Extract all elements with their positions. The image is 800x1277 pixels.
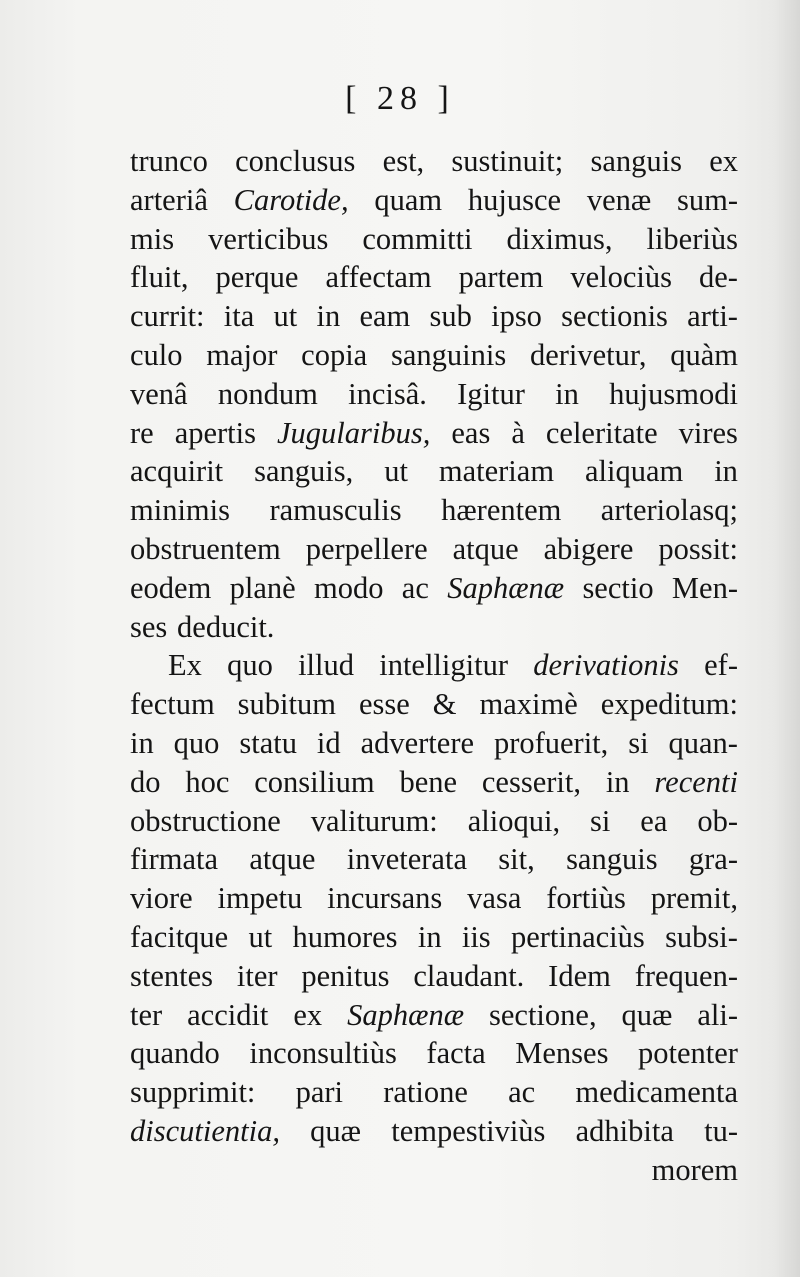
word: re bbox=[130, 415, 154, 450]
text-line bbox=[130, 375, 738, 414]
word: pertinaciùs bbox=[510, 919, 645, 954]
word: celeritate bbox=[545, 415, 658, 450]
word: committi bbox=[362, 221, 473, 256]
word: copia bbox=[301, 337, 368, 372]
word: obstruentem bbox=[130, 531, 281, 566]
word: ses bbox=[130, 609, 168, 644]
word: in bbox=[130, 725, 154, 760]
word: recenti bbox=[654, 764, 738, 799]
word: de- bbox=[699, 260, 738, 295]
word: esse bbox=[358, 687, 410, 722]
word: ipso bbox=[491, 299, 542, 334]
word: incisâ. bbox=[348, 376, 427, 411]
word: trunco bbox=[130, 144, 208, 178]
word: hærentem bbox=[441, 493, 562, 528]
word: alioqui, bbox=[467, 803, 561, 838]
word: aliquam bbox=[585, 454, 684, 489]
word: humores bbox=[292, 919, 398, 954]
word: id bbox=[316, 725, 341, 760]
word: stentes bbox=[130, 958, 214, 993]
word: perpellere bbox=[305, 531, 428, 566]
word: Ex bbox=[168, 648, 202, 683]
word: potenter bbox=[638, 1036, 738, 1071]
text-line bbox=[130, 569, 738, 608]
word: arteriâ bbox=[130, 182, 208, 217]
word: in bbox=[714, 454, 738, 489]
word: Men- bbox=[671, 570, 738, 605]
text-line bbox=[130, 608, 738, 647]
word: Carotide, bbox=[233, 182, 349, 217]
word: vasa bbox=[467, 881, 522, 916]
word: ter bbox=[130, 997, 163, 1032]
word: à bbox=[511, 415, 525, 450]
word: cesserit, bbox=[481, 764, 581, 799]
word: est, bbox=[382, 144, 425, 178]
word: quæ bbox=[621, 997, 673, 1032]
text-line bbox=[130, 957, 738, 996]
text-line bbox=[130, 336, 738, 375]
word: eodem bbox=[130, 570, 212, 605]
text-line bbox=[130, 491, 738, 530]
word: sanguinis bbox=[390, 337, 507, 372]
word: tempestiviùs bbox=[391, 1113, 546, 1148]
word: statu bbox=[239, 725, 297, 760]
word: affectam bbox=[325, 260, 432, 295]
word: si bbox=[628, 725, 649, 760]
word: possit: bbox=[658, 531, 738, 566]
word: discutientia, bbox=[130, 1113, 280, 1148]
word: eam bbox=[359, 299, 411, 334]
word: inveterata bbox=[346, 842, 467, 877]
word: sanguis, bbox=[254, 454, 354, 489]
word: currit: bbox=[130, 299, 205, 334]
word: illud bbox=[298, 648, 354, 683]
word: Saphænæ bbox=[447, 570, 565, 605]
word: hoc bbox=[185, 764, 230, 799]
word: atque bbox=[452, 531, 519, 566]
word: partem bbox=[458, 260, 544, 295]
word: sub bbox=[429, 299, 472, 334]
word: subitum bbox=[237, 687, 336, 722]
word: conclusus bbox=[235, 144, 356, 178]
word: ut bbox=[384, 454, 408, 489]
word: subsi- bbox=[665, 919, 738, 954]
text-line bbox=[130, 181, 738, 220]
word: claudant. bbox=[413, 958, 525, 993]
word: pari bbox=[295, 1075, 344, 1110]
word: eas bbox=[451, 415, 491, 450]
word: velociùs bbox=[570, 260, 672, 295]
text-line bbox=[130, 258, 738, 297]
word: gra- bbox=[688, 842, 738, 877]
page-edge-shadow bbox=[774, 0, 800, 1277]
text-line bbox=[130, 646, 738, 685]
word: deducit. bbox=[177, 609, 275, 644]
word: bene bbox=[399, 764, 458, 799]
word: culo bbox=[130, 337, 183, 372]
text-line bbox=[130, 763, 738, 802]
word: ob- bbox=[697, 803, 738, 838]
word: Saphænæ bbox=[347, 997, 465, 1032]
word: ita bbox=[223, 299, 255, 334]
page-number: [ 28 ] bbox=[345, 80, 455, 117]
word: fluit, bbox=[130, 260, 189, 295]
word: frequen- bbox=[634, 958, 738, 993]
word: quando bbox=[130, 1036, 220, 1071]
text-line bbox=[130, 414, 738, 453]
word: materiam bbox=[438, 454, 555, 489]
word: nondum bbox=[217, 376, 318, 411]
word: quo bbox=[227, 648, 273, 683]
text-line bbox=[130, 685, 738, 724]
word: inconsultiùs bbox=[249, 1036, 397, 1071]
word: fectum bbox=[130, 687, 215, 722]
word: liberiùs bbox=[646, 221, 738, 256]
word: venâ bbox=[130, 376, 188, 411]
word: acquirit bbox=[130, 454, 224, 489]
word: venæ bbox=[586, 182, 652, 217]
word: adhibita bbox=[575, 1113, 674, 1148]
body-text bbox=[130, 142, 738, 1190]
word: sanguis bbox=[566, 842, 658, 877]
word: Idem bbox=[548, 958, 611, 993]
word: arti- bbox=[687, 299, 738, 334]
word: ex bbox=[293, 997, 323, 1032]
text-line bbox=[130, 918, 738, 957]
word: Menses bbox=[515, 1036, 609, 1071]
word: penitus bbox=[301, 958, 390, 993]
word: ramusculis bbox=[269, 493, 402, 528]
word: maximè bbox=[479, 687, 578, 722]
word: quan- bbox=[668, 725, 738, 760]
word: & bbox=[432, 687, 457, 722]
word: ac bbox=[508, 1075, 536, 1110]
word: ratione bbox=[383, 1075, 468, 1110]
word: sectione, bbox=[489, 997, 597, 1032]
word: impetu bbox=[217, 881, 303, 916]
word: advertere bbox=[360, 725, 475, 760]
text-line bbox=[130, 724, 738, 763]
text-line bbox=[130, 220, 738, 259]
word: major bbox=[206, 337, 278, 372]
word: mis bbox=[130, 221, 175, 256]
word: quam bbox=[374, 182, 443, 217]
word: sustinuit; bbox=[451, 144, 564, 178]
word: profuerit, bbox=[493, 725, 609, 760]
word: derivetur, bbox=[529, 337, 647, 372]
text-line bbox=[130, 1034, 738, 1073]
word: ut bbox=[273, 299, 298, 334]
word: atque bbox=[249, 842, 316, 877]
word: in bbox=[316, 299, 341, 334]
word: fortiùs bbox=[546, 881, 626, 916]
word: firmata bbox=[130, 842, 219, 877]
text-line bbox=[130, 530, 738, 569]
text-line bbox=[130, 142, 738, 181]
word: do bbox=[130, 764, 161, 799]
word: Jugularibus, bbox=[277, 415, 431, 450]
word: apertis bbox=[174, 415, 257, 450]
word: expeditum: bbox=[600, 687, 738, 722]
word: incursans bbox=[327, 881, 443, 916]
word: sectio bbox=[582, 570, 654, 605]
text-line bbox=[130, 879, 738, 918]
word: in bbox=[555, 376, 579, 411]
word: modo bbox=[314, 570, 384, 605]
word: Igitur bbox=[457, 376, 525, 411]
word: diximus, bbox=[506, 221, 613, 256]
word: sectionis bbox=[561, 299, 668, 334]
word: vires bbox=[678, 415, 738, 450]
word: in bbox=[605, 764, 630, 799]
word: quo bbox=[173, 725, 220, 760]
word: ac bbox=[401, 570, 429, 605]
word: planè bbox=[229, 570, 296, 605]
word: perque bbox=[215, 260, 299, 295]
word: sanguis bbox=[590, 144, 682, 178]
word: sum- bbox=[676, 182, 738, 217]
word: consilium bbox=[254, 764, 375, 799]
word: ali- bbox=[697, 997, 738, 1032]
text-line bbox=[130, 840, 738, 879]
text-line bbox=[130, 1112, 738, 1151]
word: accidit bbox=[187, 997, 269, 1032]
word: intelligitur bbox=[379, 648, 508, 683]
word: si bbox=[590, 803, 611, 838]
word: tu- bbox=[704, 1113, 738, 1148]
catchword-line bbox=[130, 1151, 738, 1190]
word: verticibus bbox=[208, 221, 329, 256]
word: abigere bbox=[543, 531, 634, 566]
word: ea bbox=[640, 803, 668, 838]
word: valiturum: bbox=[310, 803, 438, 838]
text-line bbox=[130, 297, 738, 336]
word: facitque bbox=[130, 919, 229, 954]
text-line bbox=[130, 1073, 738, 1112]
word: ex bbox=[709, 144, 738, 178]
word: in bbox=[417, 919, 442, 954]
word: ef- bbox=[704, 648, 738, 683]
word: hujusmodi bbox=[609, 376, 738, 411]
word: viore bbox=[130, 881, 193, 916]
text-line bbox=[130, 452, 738, 491]
word: derivationis bbox=[533, 648, 679, 683]
text-line bbox=[130, 996, 738, 1035]
word: quàm bbox=[670, 337, 738, 372]
word: iis bbox=[461, 919, 491, 954]
word: supprimit: bbox=[130, 1075, 256, 1110]
word: obstructione bbox=[130, 803, 281, 838]
word: premit, bbox=[650, 881, 738, 916]
word: sit, bbox=[498, 842, 535, 877]
word: hujusce bbox=[467, 182, 562, 217]
word: arteriolasq; bbox=[600, 493, 738, 528]
word: quæ bbox=[310, 1113, 362, 1148]
word: facta bbox=[426, 1036, 486, 1071]
word: ut bbox=[248, 919, 273, 954]
text-line bbox=[130, 802, 738, 841]
word: minimis bbox=[130, 493, 230, 528]
word: iter bbox=[236, 958, 278, 993]
word: medicamenta bbox=[575, 1075, 738, 1110]
catchword: morem bbox=[651, 1152, 738, 1187]
